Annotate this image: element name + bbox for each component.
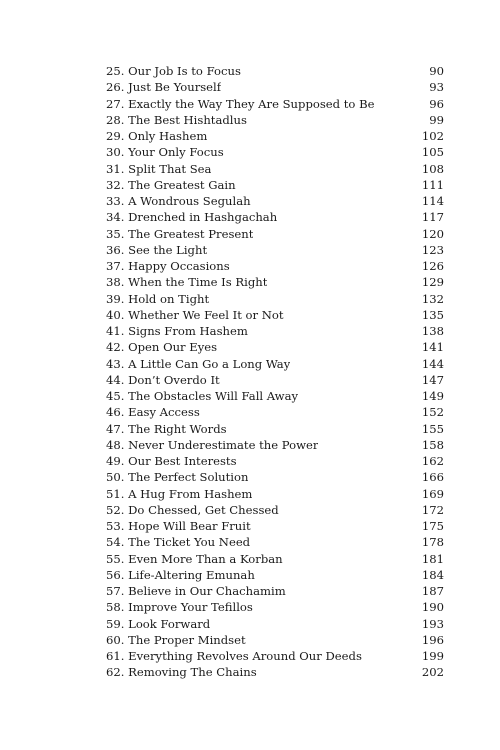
toc-entry-title: 60. The Proper Mindset xyxy=(106,632,246,647)
toc-entry-title: 50. The Perfect Solution xyxy=(106,470,249,485)
toc-entry xyxy=(106,339,444,355)
toc-entry-page-number: 199 xyxy=(421,649,444,663)
toc-entry xyxy=(106,388,444,404)
toc-entry-page-number: 126 xyxy=(421,259,444,273)
toc-entry-title: 34. Drenched in Hashgachah xyxy=(106,210,278,225)
toc-entry xyxy=(106,583,444,599)
toc-entry-title: 58. Improve Your Tefillos xyxy=(106,600,253,615)
toc-entry-page-number: 202 xyxy=(421,665,444,680)
toc-entry-title: 41. Signs From Hashem xyxy=(106,324,248,338)
toc-entry-title: 53. Hope Will Bear Fruit xyxy=(106,519,251,533)
toc-entry xyxy=(106,226,444,242)
toc-entry xyxy=(106,599,444,615)
toc-entry xyxy=(106,567,444,583)
toc-entry-title: 61. Everything Revolves Around Our Deeds xyxy=(106,649,362,663)
toc-entry xyxy=(106,486,444,502)
toc-entry-page-number: 193 xyxy=(421,616,444,631)
toc-entry-title: 51. A Hug From Hashem xyxy=(106,486,253,501)
toc-entry xyxy=(106,616,444,632)
toc-entry xyxy=(106,291,444,307)
toc-entry-title: 52. Do Chessed, Get Chessed xyxy=(106,502,279,517)
toc-entry xyxy=(106,453,444,469)
toc-entry xyxy=(106,128,444,144)
toc-entry-title: 39. Hold on Tight xyxy=(106,291,210,306)
toc-entry-page-number: 102 xyxy=(421,129,444,143)
toc-entry xyxy=(106,144,444,160)
toc-entry-page-number: 135 xyxy=(421,307,444,322)
toc-entry-page-number: 114 xyxy=(421,194,444,208)
toc-entry-page-number: 144 xyxy=(421,356,444,371)
toc-entry xyxy=(106,421,444,437)
toc-entry-page-number: 158 xyxy=(421,437,444,452)
toc-entry xyxy=(106,63,444,79)
toc-entry-title: 29. Only Hashem xyxy=(106,129,208,143)
toc-entry-title: 57. Believe in Our Chachamim xyxy=(106,584,286,598)
toc-entry-page-number: 141 xyxy=(421,340,444,355)
toc-entry-page-number: 152 xyxy=(421,405,444,420)
toc-entry-page-number: 162 xyxy=(421,454,444,468)
toc-entry-page-number: 184 xyxy=(421,567,444,582)
toc-entry-page-number: 90 xyxy=(429,64,444,78)
toc-entry-page-number: 120 xyxy=(421,226,444,241)
toc-entry-page-number: 93 xyxy=(429,80,444,95)
toc-entry-title: 54. The Ticket You Need xyxy=(106,535,251,550)
toc-entry-title: 31. Split That Sea xyxy=(106,161,212,176)
toc-entry xyxy=(106,534,444,550)
toc-entry-title: 48. Never Underestimate the Power xyxy=(106,437,319,452)
toc-entry-page-number: 155 xyxy=(421,421,444,436)
toc-entry-page-number: 175 xyxy=(421,519,444,533)
toc-entry xyxy=(106,404,444,420)
toc-entry-page-number: 132 xyxy=(421,291,444,306)
toc-entry-title: 28. The Best Hishtadlus xyxy=(106,112,247,127)
toc-entry-title: 45. The Obstacles Will Fall Away xyxy=(106,389,299,403)
toc-entry-title: 59. Look Forward xyxy=(106,616,211,631)
toc-entry-page-number: 123 xyxy=(421,242,444,257)
toc-entry xyxy=(106,307,444,323)
toc-entry-page-number: 117 xyxy=(421,210,444,225)
toc-entry xyxy=(106,161,444,177)
toc-entry-title: 30. Your Only Focus xyxy=(106,145,224,160)
toc-entry xyxy=(106,209,444,225)
toc-entry-page-number: 190 xyxy=(421,600,444,615)
toc-entry xyxy=(106,372,444,388)
toc-entry xyxy=(106,96,444,112)
toc-entry-title: 47. The Right Words xyxy=(106,421,227,436)
toc-entry-page-number: 166 xyxy=(421,470,444,485)
toc-entry-page-number: 147 xyxy=(421,372,444,387)
toc-entry-page-number: 138 xyxy=(421,324,444,338)
toc-entry-page-number: 196 xyxy=(421,632,444,647)
toc-entry xyxy=(106,242,444,258)
toc-entry-title: 37. Happy Occasions xyxy=(106,259,230,273)
toc-entry xyxy=(106,632,444,648)
toc-entry-title: 62. Removing The Chains xyxy=(106,665,257,680)
toc-entry-page-number: 172 xyxy=(421,502,444,517)
toc-entry xyxy=(106,551,444,567)
toc-entry-page-number: 178 xyxy=(421,535,444,550)
toc-entry-page-number: 149 xyxy=(421,389,444,403)
toc-entry xyxy=(106,664,444,680)
toc-entry-title: 44. Don’t Overdo It xyxy=(106,372,220,387)
toc-entry-title: 25. Our Job Is to Focus xyxy=(106,64,241,78)
toc-entry xyxy=(106,79,444,95)
toc-entry-title: 32. The Greatest Gain xyxy=(106,177,236,192)
toc-entry xyxy=(106,274,444,290)
toc-entry-page-number: 105 xyxy=(421,145,444,160)
toc-entry xyxy=(106,502,444,518)
toc-entry-title: 26. Just Be Yourself xyxy=(106,80,222,95)
toc-entry-page-number: 111 xyxy=(421,177,444,192)
table-of-contents xyxy=(106,63,444,681)
toc-entry-title: 46. Easy Access xyxy=(106,405,200,420)
toc-entry-page-number: 108 xyxy=(421,161,444,176)
toc-entry-page-number: 99 xyxy=(429,112,444,127)
toc-entry-page-number: 169 xyxy=(421,486,444,501)
toc-entry xyxy=(106,469,444,485)
toc-entry-title: 38. When the Time Is Right xyxy=(106,275,268,290)
toc-entry xyxy=(106,356,444,372)
toc-entry xyxy=(106,437,444,453)
toc-entry xyxy=(106,193,444,209)
toc-entry xyxy=(106,258,444,274)
toc-entry-title: 36. See the Light xyxy=(106,242,208,257)
toc-entry-page-number: 187 xyxy=(421,584,444,598)
toc-entry-title: 49. Our Best Interests xyxy=(106,454,237,468)
toc-entry-title: 33. A Wondrous Segulah xyxy=(106,194,251,208)
toc-entry xyxy=(106,323,444,339)
toc-entry-page-number: 181 xyxy=(421,551,444,566)
toc-entry-title: 56. Life-Altering Emunah xyxy=(106,567,255,582)
toc-entry-page-number: 129 xyxy=(421,275,444,290)
toc-entry-title: 55. Even More Than a Korban xyxy=(106,551,283,566)
toc-entry xyxy=(106,648,444,664)
toc-entry-page-number: 96 xyxy=(429,96,444,111)
toc-entry xyxy=(106,177,444,193)
toc-entry-title: 40. Whether We Feel It or Not xyxy=(106,307,284,322)
toc-entry xyxy=(106,112,444,128)
toc-entry-title: 35. The Greatest Present xyxy=(106,226,254,241)
toc-entry-title: 42. Open Our Eyes xyxy=(106,340,218,355)
toc-entry-title: 27. Exactly the Way They Are Supposed to Be xyxy=(106,96,375,111)
toc-entry xyxy=(106,518,444,534)
toc-entry-title: 43. A Little Can Go a Long Way xyxy=(106,356,291,371)
